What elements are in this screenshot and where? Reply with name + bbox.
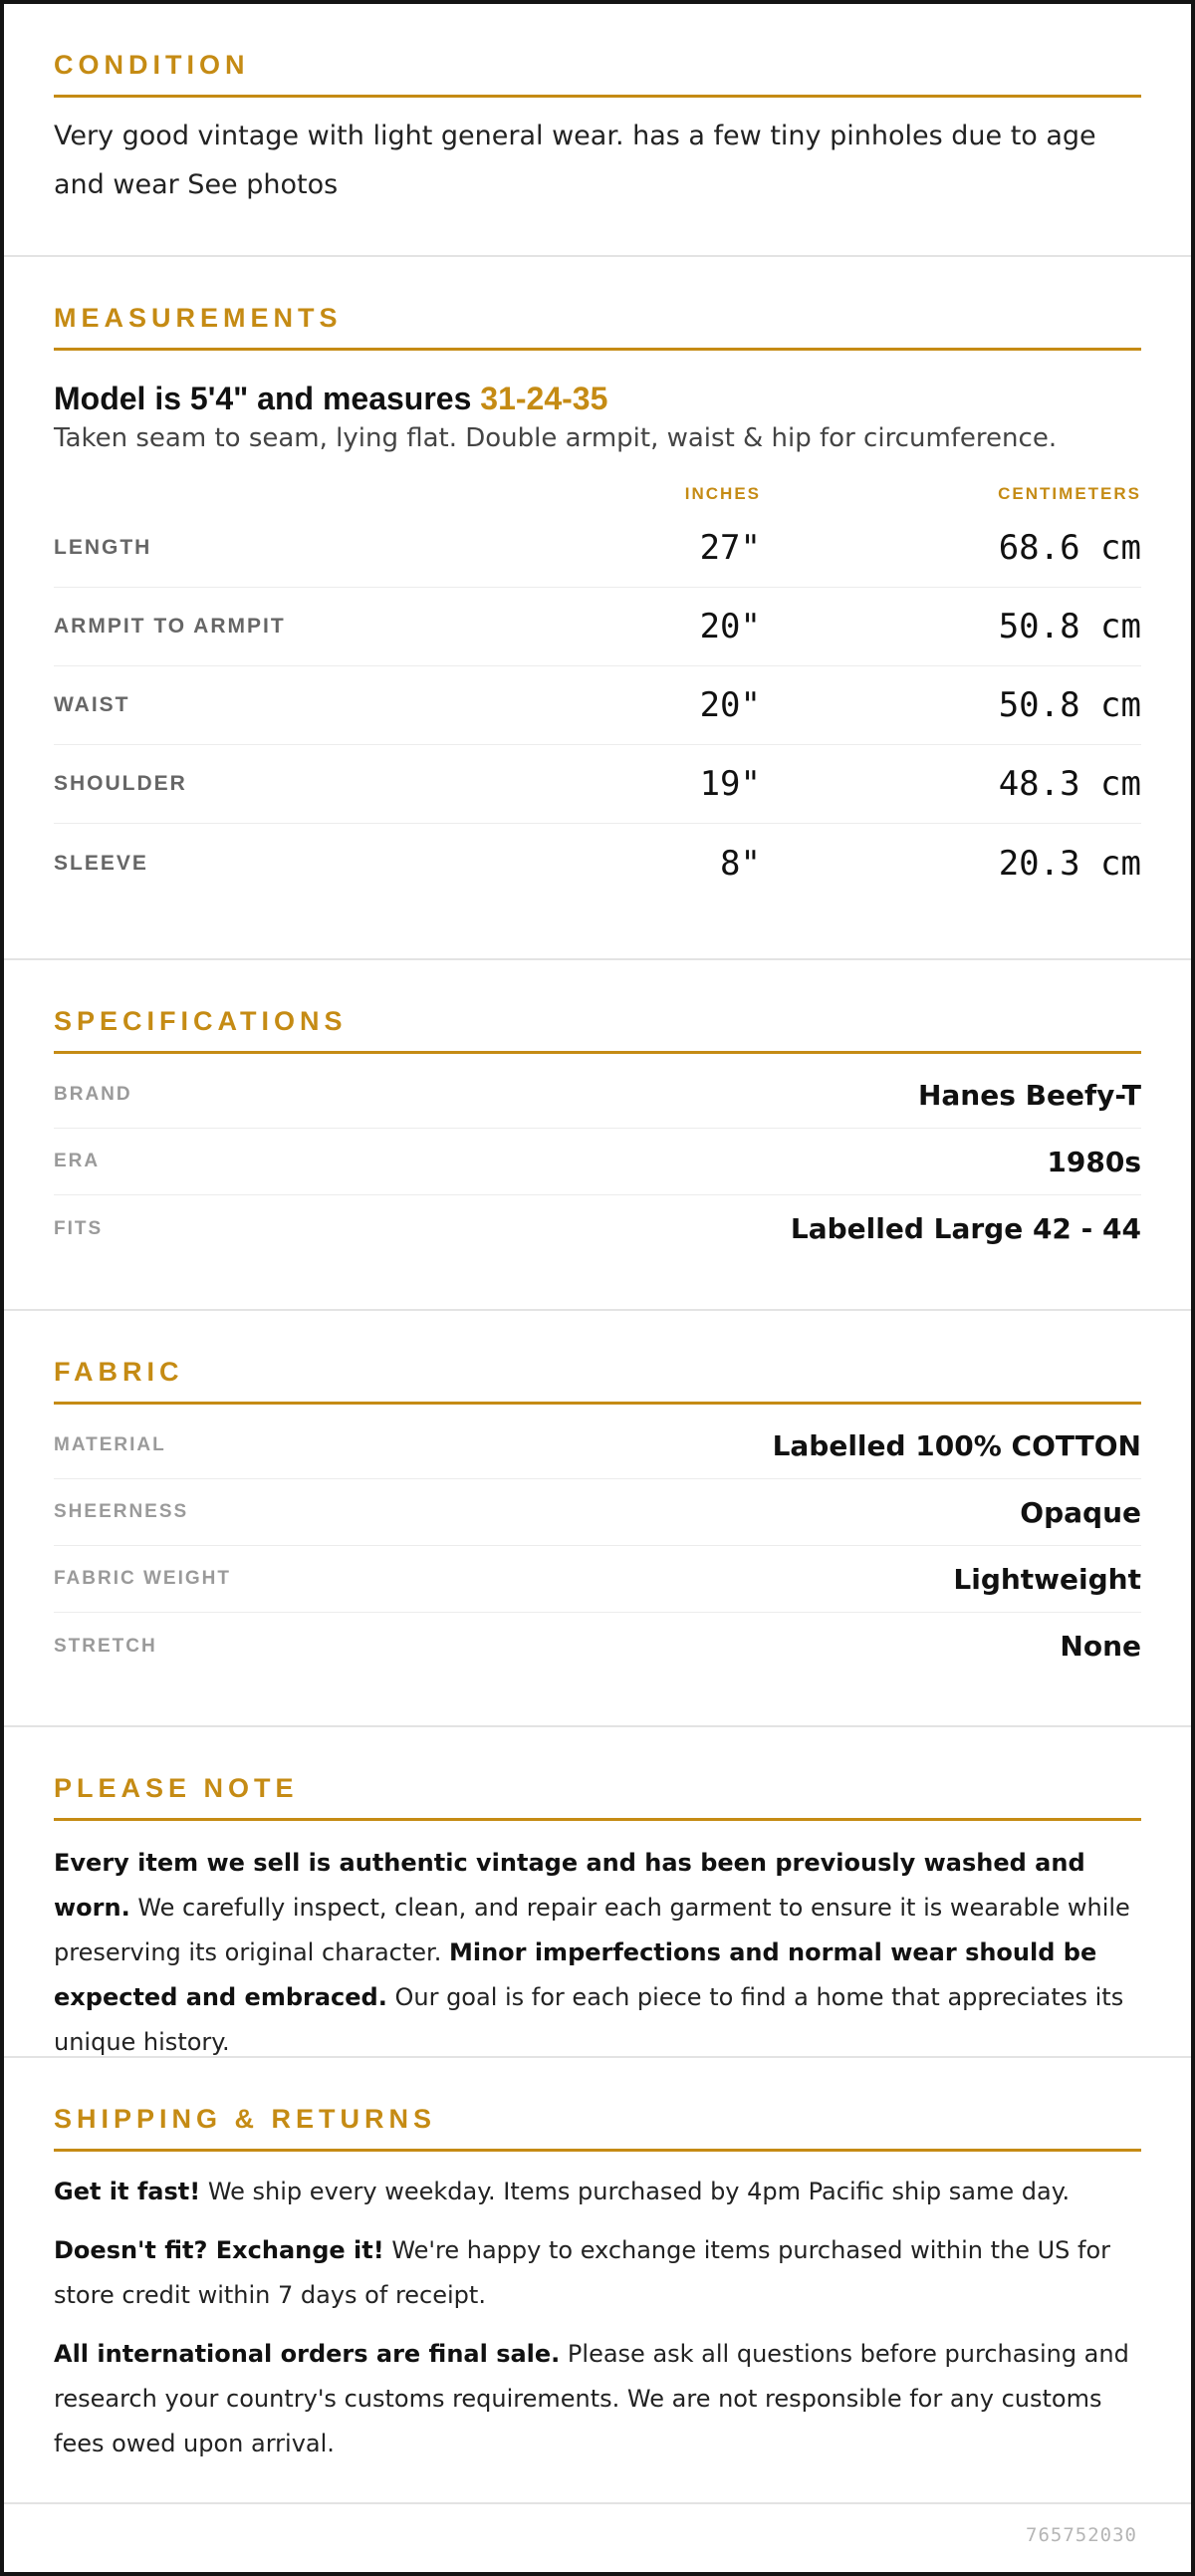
- condition-section: [4, 4, 1191, 257]
- shipping-p3-bold: All international orders are final sale.: [54, 2340, 561, 2368]
- please-note-bold-1: Every item we sell is authentic vintage and has been previously washed and worn.: [54, 1849, 1085, 1922]
- please-note-text-1: We carefully inspect, clean, and repair each garment to ensure it is wearable while preserving its original character.: [54, 1894, 1130, 1966]
- please-note-text-2: Our goal is for each piece to find a home that appreciates its unique history.: [54, 1983, 1124, 2056]
- fabric-row-weight: [54, 1546, 1141, 1613]
- measurement-note: Taken seam to seam, lying flat. Double armpit, waist & hip for circumference.: [54, 423, 1058, 453]
- fabric-label: SHEERNESS: [54, 1501, 189, 1522]
- spec-row-fits: [54, 1195, 1141, 1262]
- spec-label: FITS: [54, 1217, 104, 1239]
- measurement-label: WAIST: [54, 693, 130, 716]
- fabric-label: MATERIAL: [54, 1434, 166, 1455]
- model-prefix: Model is 5'4" and measures: [54, 381, 481, 416]
- column-header-centimeters: CENTIMETERS: [998, 484, 1141, 503]
- spec-label: BRAND: [54, 1084, 132, 1105]
- fabric-row-stretch: [54, 1613, 1141, 1679]
- measurements-title: MEASUREMENTS: [54, 303, 1141, 351]
- shipping-paragraph-2: [54, 2228, 1141, 2318]
- please-note-section: [4, 1727, 1191, 2058]
- specifications-title: SPECIFICATIONS: [54, 1006, 1141, 1054]
- spec-value: Hanes Beefy-T: [917, 1078, 1141, 1112]
- measurement-label: SHOULDER: [54, 772, 187, 795]
- condition-title: CONDITION: [54, 50, 1141, 98]
- spec-value: Labelled Large 42 - 44: [790, 1212, 1141, 1245]
- shipping-paragraph-3: [54, 2332, 1141, 2466]
- model-measurements: [54, 381, 1141, 417]
- measurement-row: [54, 745, 1141, 824]
- fabric-row-material: [54, 1413, 1141, 1479]
- measurement-row: [54, 509, 1141, 588]
- measurement-cm: 48.3 cm: [998, 764, 1141, 804]
- shipping-paragraph-1: [54, 2170, 1141, 2214]
- fabric-value: None: [1060, 1630, 1141, 1663]
- measurement-label: LENGTH: [54, 536, 152, 559]
- fabric-label: FABRIC WEIGHT: [54, 1568, 231, 1589]
- measurement-label: SLEEVE: [54, 851, 148, 875]
- fabric-label: STRETCH: [54, 1635, 157, 1657]
- spec-row-brand: [54, 1062, 1141, 1129]
- spec-row-era: [54, 1129, 1141, 1195]
- measurement-column-headers: [54, 479, 1141, 509]
- measurement-cm: 50.8 cm: [998, 685, 1141, 725]
- measurements-section: [4, 257, 1191, 960]
- shipping-p1-text: We ship every weekday. Items purchased by 4pm Pacific ship same day.: [200, 2178, 1071, 2205]
- measurement-row: [54, 588, 1141, 666]
- shipping-section: [4, 2058, 1191, 2504]
- measurement-cm: 20.3 cm: [998, 843, 1141, 884]
- measurement-inches: 8": [720, 843, 761, 884]
- shipping-p2-text: We're happy to exchange items purchased within the US for store credit within 7 days of receipt.: [54, 2236, 1111, 2309]
- item-code: 765752030: [1026, 2524, 1137, 2546]
- measurement-inches: 20": [699, 685, 761, 725]
- column-header-inches: INCHES: [684, 484, 761, 503]
- condition-text: Very good vintage with light general wear. has a few tiny pinholes due to age and wear See photos: [54, 121, 1096, 200]
- measurement-inches: 27": [699, 528, 761, 568]
- please-note-title: PLEASE NOTE: [54, 1773, 1141, 1821]
- fabric-title: FABRIC: [54, 1357, 1141, 1405]
- please-note-bold-2: Minor imperfections and normal wear should be expected and embraced.: [54, 1938, 1097, 2011]
- measurement-table: [54, 509, 1141, 902]
- measurement-row: [54, 824, 1141, 902]
- shipping-title: SHIPPING & RETURNS: [54, 2104, 1141, 2152]
- shipping-p3-text: Please ask all questions before purchasing and research your country's customs requirements. We are not responsible for any customs fees owed upon arrival.: [54, 2340, 1129, 2457]
- spec-label: ERA: [54, 1151, 101, 1171]
- measurement-row: [54, 666, 1141, 745]
- specifications-list: [54, 1062, 1141, 1262]
- measurement-cm: 50.8 cm: [998, 607, 1141, 646]
- measurement-inches: 19": [699, 764, 761, 804]
- fabric-section: [4, 1311, 1191, 1727]
- model-measure-value: 31-24-35: [480, 381, 608, 416]
- shipping-p1-bold: Get it fast!: [54, 2178, 201, 2205]
- fabric-row-sheerness: [54, 1479, 1141, 1546]
- please-note-text: [54, 1841, 1141, 2065]
- fabric-list: [54, 1413, 1141, 1679]
- measurement-cm: 68.6 cm: [998, 528, 1141, 568]
- fabric-value: Labelled 100% COTTON: [772, 1428, 1141, 1462]
- measurement-inches: 20": [699, 607, 761, 646]
- fabric-value: Lightweight: [953, 1562, 1141, 1596]
- shipping-p2-bold: Doesn't fit? Exchange it!: [54, 2236, 384, 2264]
- spec-value: 1980s: [1047, 1145, 1141, 1178]
- fabric-value: Opaque: [1020, 1495, 1141, 1529]
- specifications-section: [4, 960, 1191, 1311]
- measurement-label: ARMPIT TO ARMPIT: [54, 615, 286, 638]
